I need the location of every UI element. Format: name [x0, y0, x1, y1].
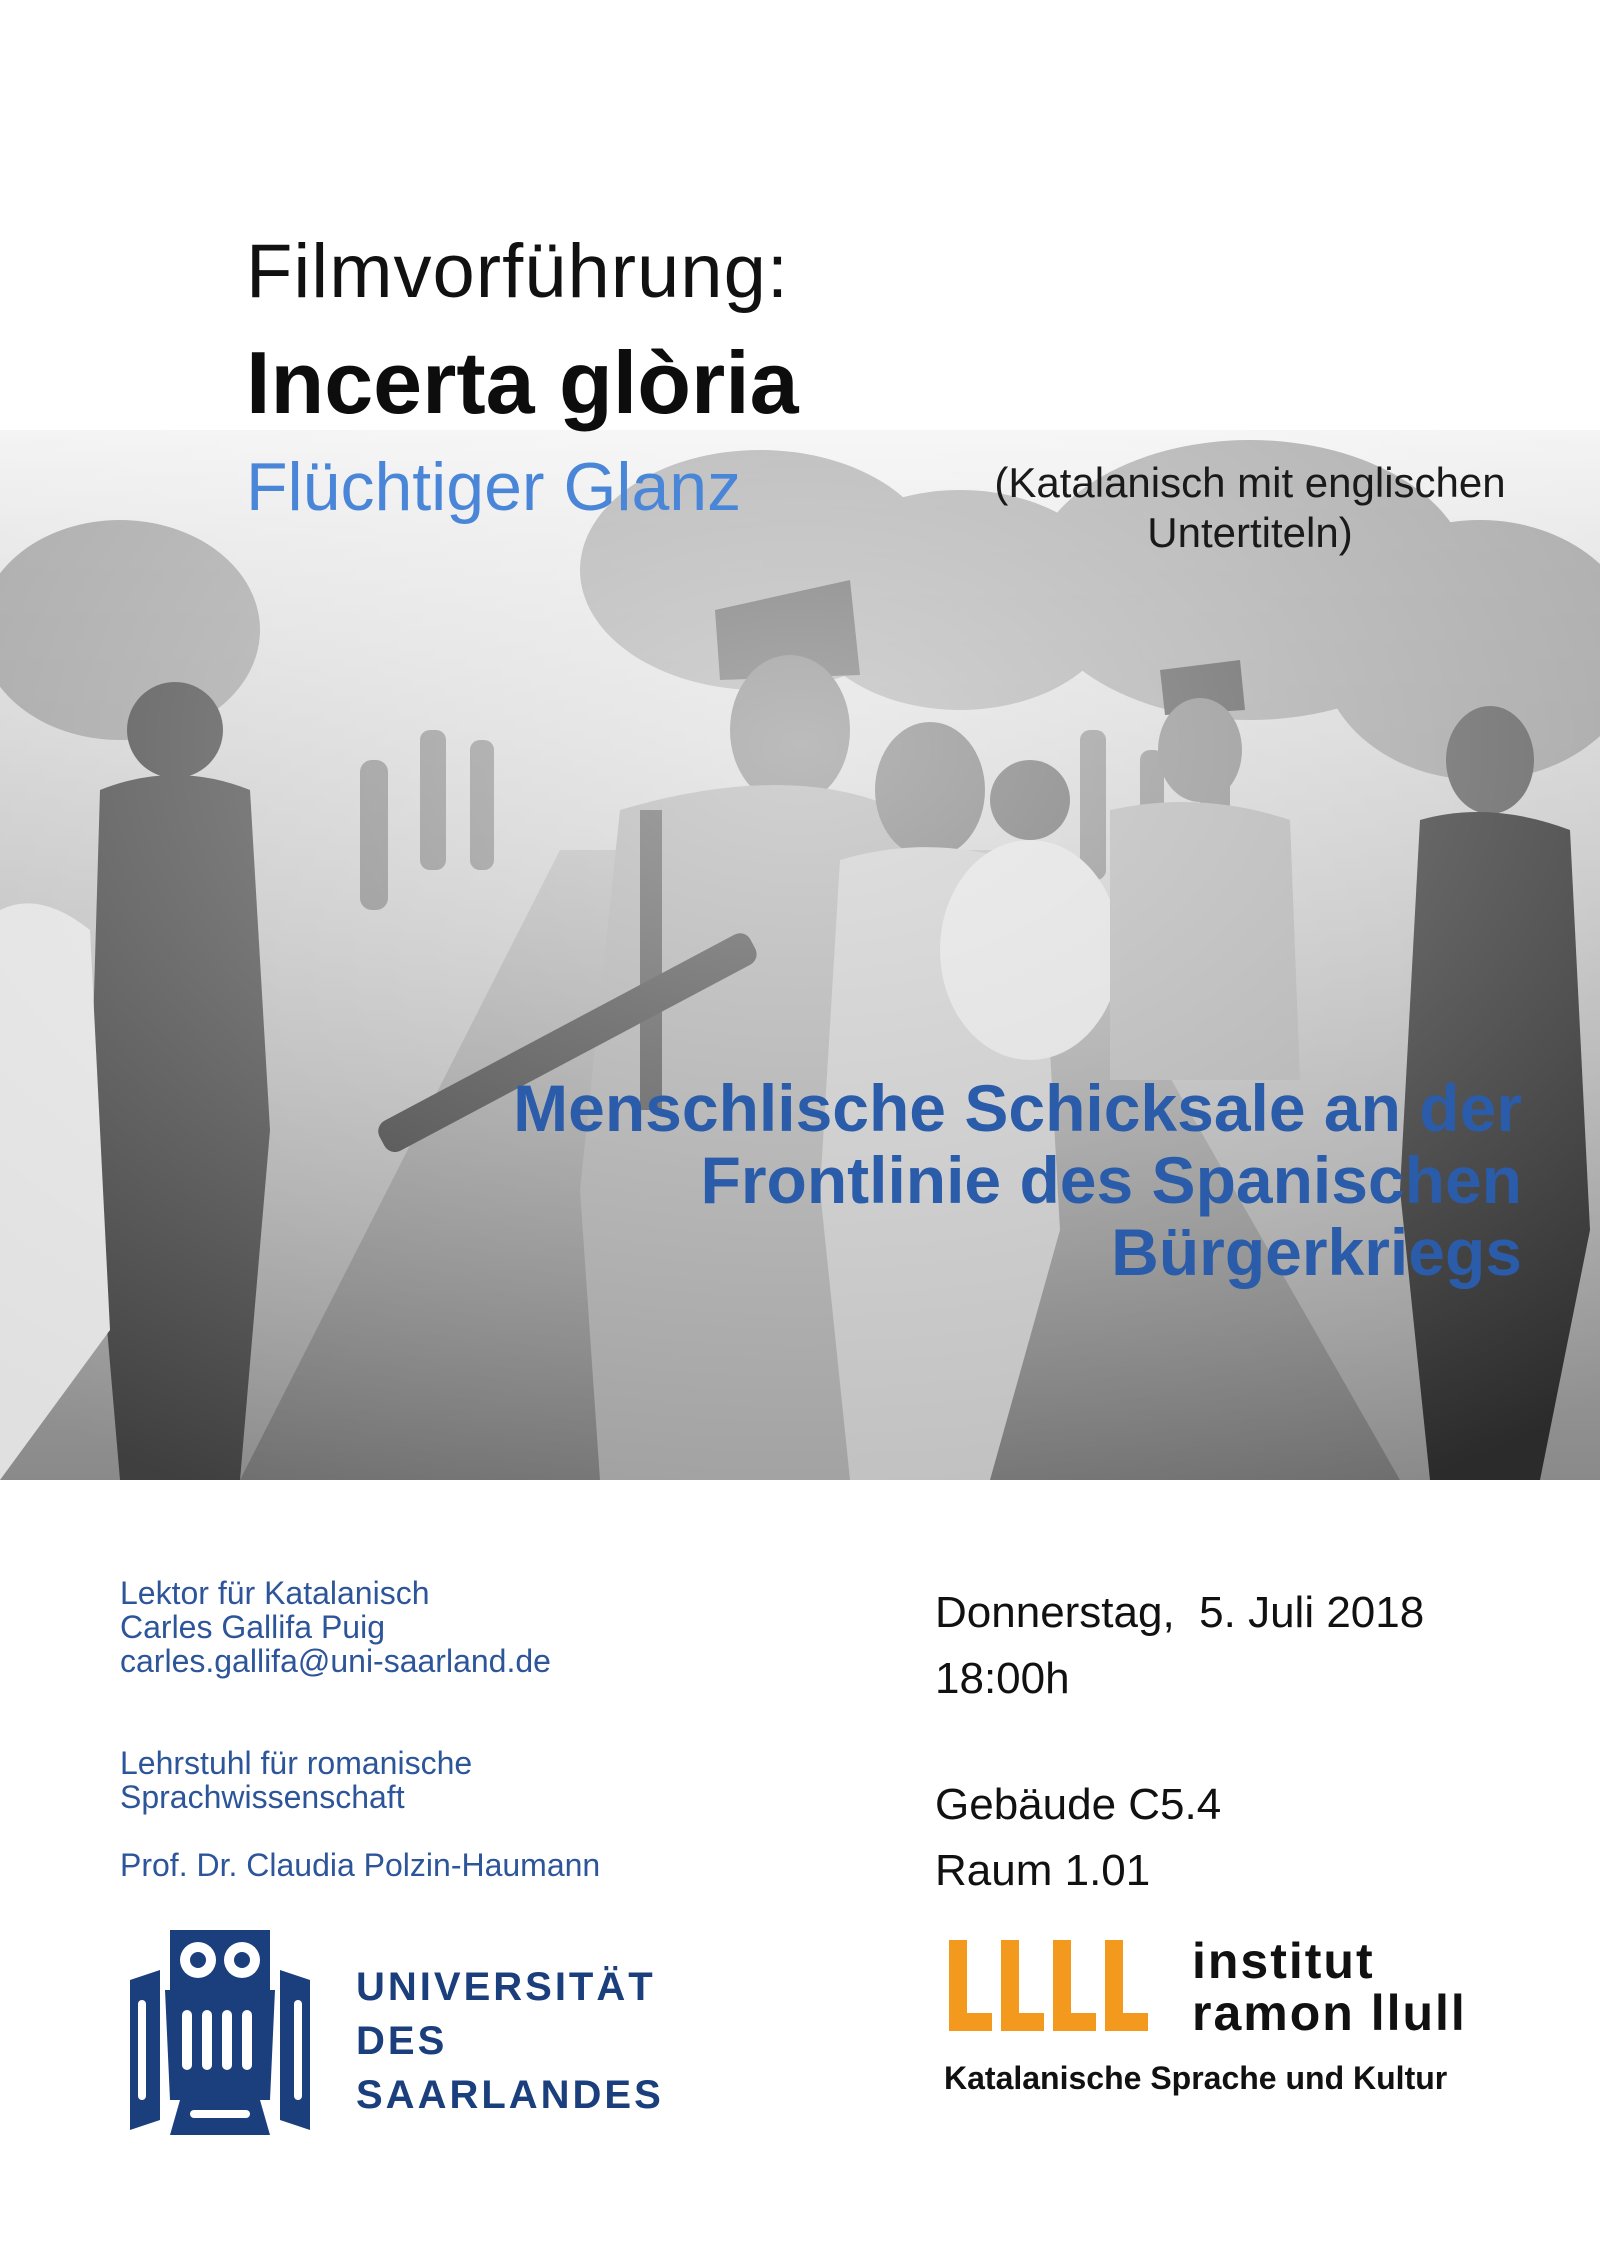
contact-role: Lektor für Katalanisch: [120, 1575, 430, 1611]
institut-subline: Katalanische Sprache und Kultur: [944, 2060, 1448, 2096]
llll-mark-icon: [944, 1940, 1164, 2045]
contact-email[interactable]: carles.gallifa@uni-saarland.de: [120, 1643, 551, 1679]
contact-name: Carles Gallifa Puig: [120, 1609, 385, 1645]
chair-line-2: Sprachwissenschaft: [120, 1779, 405, 1815]
event-location: [935, 1772, 1221, 1904]
language-note: (Katalanisch mit englischen Untertiteln): [994, 459, 1506, 556]
university-line-3: SAARLANDES: [356, 2073, 664, 2117]
chair-block: [120, 1746, 472, 1814]
university-line-2: DES: [356, 2019, 448, 2063]
contact-block: [120, 1576, 551, 1678]
university-line-1: UNIVERSITÄT: [356, 1965, 656, 2009]
institut-name: [1192, 1935, 1467, 2039]
event-time: 18:00h: [935, 1654, 1070, 1703]
event-date: Donnerstag, 5. Juli 2018: [935, 1588, 1425, 1637]
professor-name: Prof. Dr. Claudia Polzin-Haumann: [120, 1847, 601, 1883]
film-subtitle: Flüchtiger Glanz: [246, 449, 742, 525]
event-building: Gebäude C5.4: [935, 1780, 1222, 1829]
university-name: [356, 1960, 664, 2122]
film-still-photo: [0, 430, 1600, 1480]
event-room: Raum 1.01: [935, 1846, 1151, 1895]
pre-title: Filmvorführung:: [246, 229, 789, 314]
film-tagline: Menschlische Schicksale an der Frontlinie des Spanischen Bürgerkriegs: [513, 1071, 1522, 1289]
event-datetime: [935, 1580, 1424, 1712]
chair-line-1: Lehrstuhl für romanische: [120, 1745, 473, 1781]
institut-line-2: ramon llull: [1192, 1985, 1467, 2041]
film-title: Incerta glòria: [246, 333, 799, 432]
owl-seal-icon: [120, 1930, 320, 2145]
crowd-scene-illustration: [0, 430, 1600, 1480]
institut-line-1: institut: [1192, 1933, 1375, 1989]
